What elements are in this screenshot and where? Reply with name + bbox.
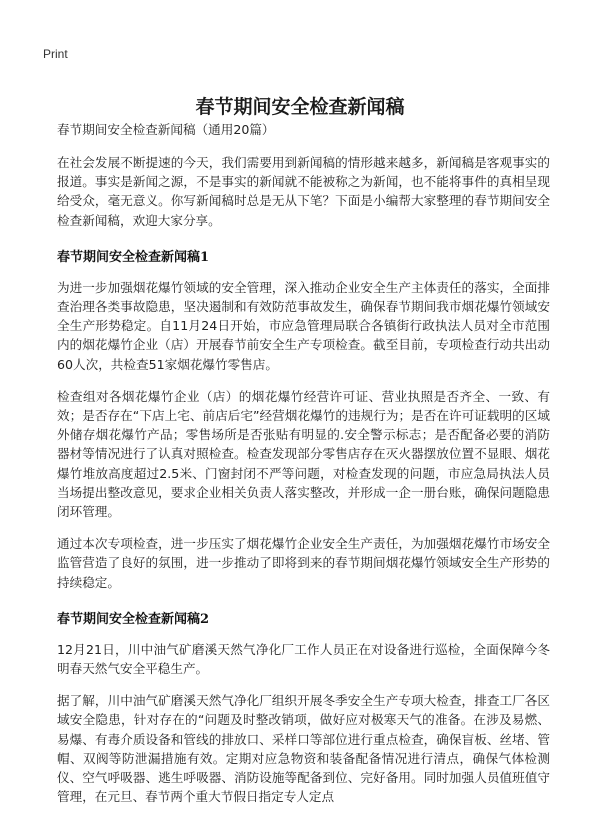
page-title: 春节期间安全检查新闻稿 bbox=[195, 95, 405, 118]
section-paragraph: 为进一步加强烟花爆竹领域的安全管理，深入推动企业安全生产主体责任的落实，全面排查治理各类事故隐患，坚决遏制和有效防范事故发生，确保春节期间我市烟花爆竹领域安全生产形势稳定。自11月24日开始，市应急管理局联合各镇街行政执法人员对全市范围内的烟花爆竹企业（店）开展春节前安全生产专项检查。截至目前，专项检查行动共出动60人次，共检查51家烟花爆竹零售店。 bbox=[57, 279, 550, 372]
print-link[interactable]: Print bbox=[43, 47, 68, 61]
section-paragraph: 通过本次专项检查，进一步压实了烟花爆竹企业安全生产责任，为加强烟花爆竹市场安全监管营造了良好的氛围，进一步推动了即将到来的春节期间烟花爆竹领域安全生产形势的持续稳定。 bbox=[57, 536, 550, 590]
section-paragraph: 12月21日，川中油气矿磨溪天然气净化厂工作人员正在对设备进行巡检，全面保障今冬明春天然气安全平稳生产。 bbox=[57, 641, 550, 677]
section-heading: 春节期间安全检查新闻稿1 bbox=[57, 249, 210, 265]
section-paragraph: 检查组对各烟花爆竹企业（店）的烟花爆竹经营许可证、营业执照是否齐全、一致、有效；是否存在“下店上宅、前店后宅”经营烟花爆竹的违规行为；是否在许可证载明的区域外储存烟花爆竹产品；零售场所是否张贴有明显的.安全警示标志；是否配备必要的消防器材等情况进行了认真对照检查。检查发现部分零售店存在灭火器摆放位置不显眼、烟花爆竹堆放高度超过2.5米、门窗封闭不严等问题，对检查发现的问题，市应急局执法人员当场提出整改意见，要求企业相关负责人落实整改，并形成一企一册台账，确保问题隐患闭环管理。 bbox=[57, 388, 550, 520]
article-subtitle: 春节期间安全检查新闻稿（通用20篇） bbox=[57, 122, 275, 137]
section-heading: 春节期间安全检查新闻稿2 bbox=[57, 611, 210, 627]
intro-paragraph: 在社会发展不断提速的今天，我们需要用到新闻稿的情形越来越多，新闻稿是客观事实的报道。事实是新闻之源，不是事实的新闻就不能被称之为新闻，也不能将事件的真相呈现给受众，毫无意义。你写新闻稿时总是无从下笔？下面是小编帮大家整理的春节期间安全检查新闻稿，欢迎大家分享。 bbox=[57, 155, 550, 228]
article-body bbox=[57, 120, 550, 819]
section-paragraph: 据了解，川中油气矿磨溪天然气净化厂组织开展冬季安全生产专项大检查，排查工厂各区域安全隐患，针对存在的“问题及时整改销项，做好应对极寒天气的准备。在涉及易燃、易爆、有毒介质设备和管线的排放口、采样口等部位进行重点检查，确保盲板、丝堵、管帽、双阀等防泄漏措施有效。定期对应急物资和装备配备情况进行清点，确保气体检测仪、空气呼吸器、逃生呼吸器、消防设施等配备到位、完好备用。同时加强人员值班值守管理，在元旦、春节两个重大节假日指定专人定点 bbox=[57, 693, 550, 805]
